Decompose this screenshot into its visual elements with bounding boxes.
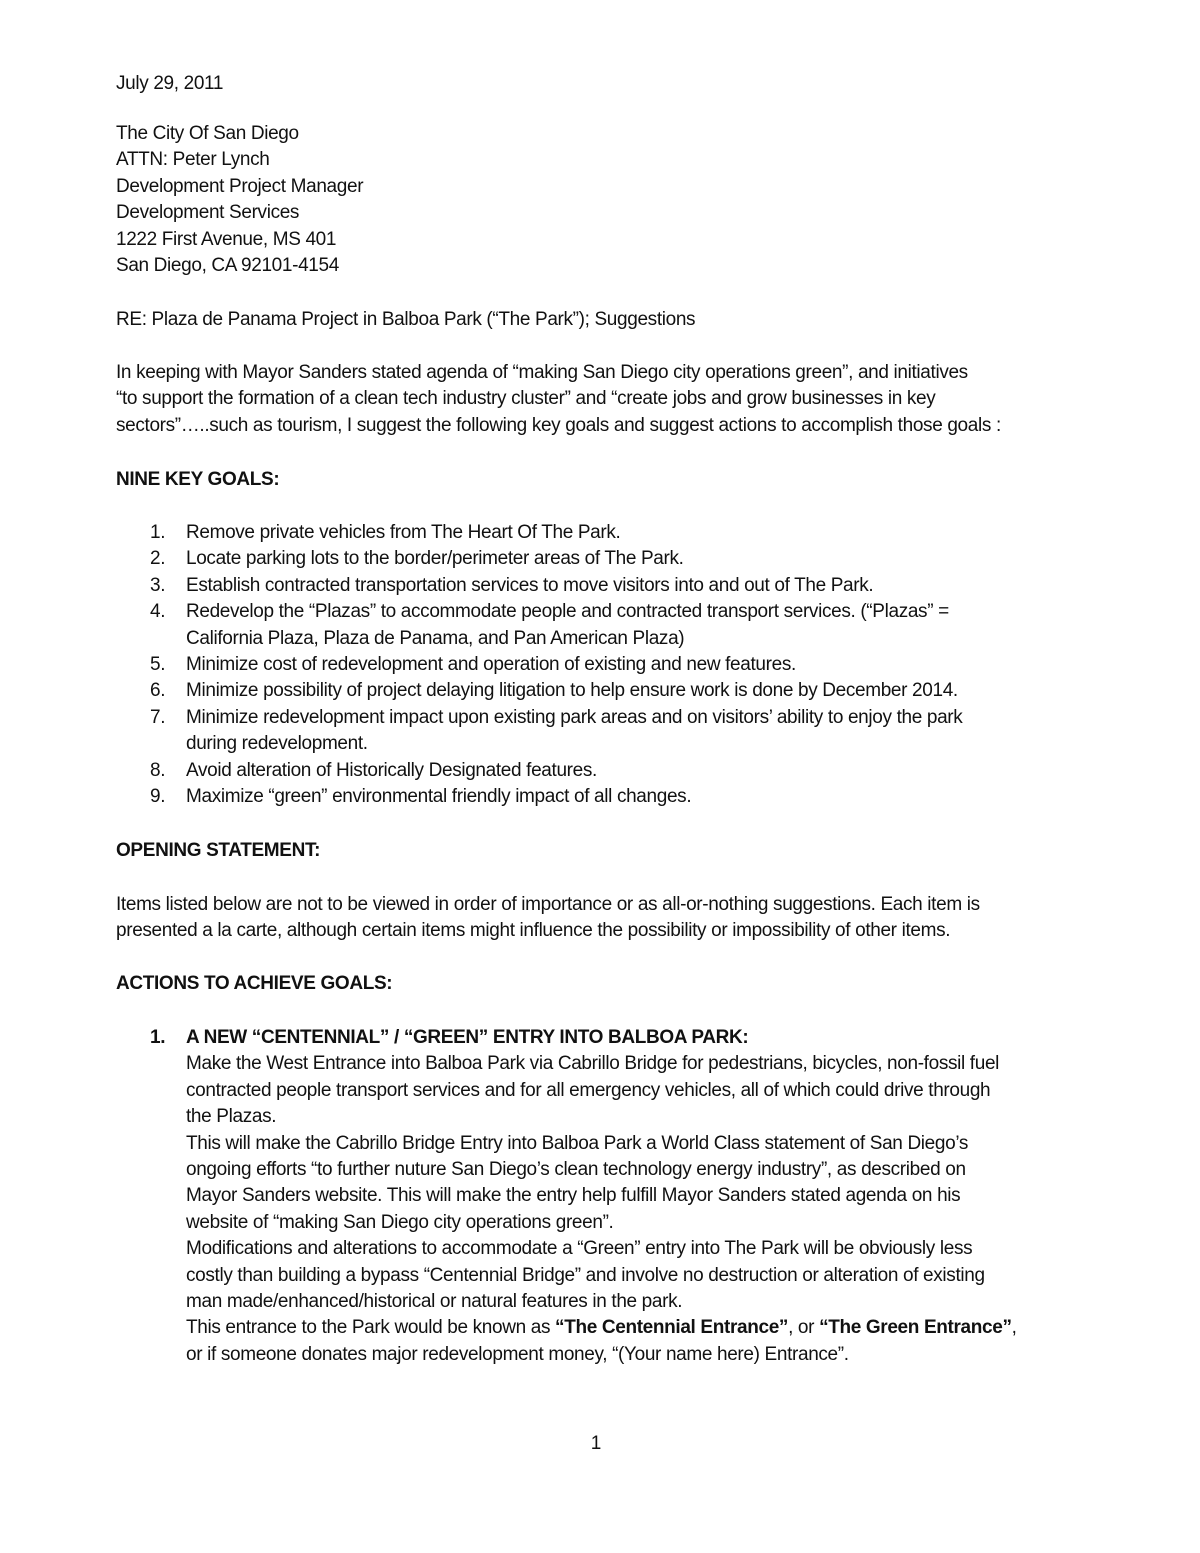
list-item: 9. Maximize “green” environmental friendly impact of all changes. <box>150 785 692 807</box>
list-item: 7. Minimize redevelopment impact upon existing park areas and on visitors’ ability to enjoy the park during redevelopment. <box>150 706 963 755</box>
list-item: 6. Minimize possibility of project delaying litigation to help ensure work is done by December 2014. <box>150 680 958 702</box>
intro-paragraph: In keeping with Mayor Sanders stated agenda of “making San Diego city operations green”, and initiatives “to support the formation of a clean tech industry cluster” and “create jobs and grow businesses in key sectors”…..such as tourism, I suggest the following key goals and suggest actions to accomplish those goals : <box>116 362 1001 436</box>
action-title: A NEW “CENTENNIAL” / “GREEN” ENTRY INTO BALBOA PARK: <box>186 1027 749 1048</box>
entrance-name-line: This entrance to the Park would be known as “The Centennial Entrance”, or “The Green Entrance”, <box>186 1317 1017 1339</box>
letter-date: July 29, 2011 <box>116 73 224 94</box>
goals-heading: NINE KEY GOALS: <box>116 469 280 490</box>
address-line: San Diego, CA 92101-4154 <box>116 254 339 276</box>
actions-list <box>150 1025 1080 1368</box>
green-entrance-name: “The Green Entrance” <box>819 1317 1012 1339</box>
address-line: The City Of San Diego <box>116 123 299 144</box>
address-line: 1222 First Avenue, MS 401 <box>116 228 337 250</box>
subject-line: RE: Plaza de Panama Project in Balboa Park (“The Park”); Suggestions <box>116 309 696 330</box>
goals-list <box>150 520 1080 810</box>
recipient-address <box>116 121 1076 279</box>
list-item: 3. Establish contracted transportation services to move visitors into and out of The Park. <box>150 574 874 596</box>
list-item: 1. A NEW “CENTENNIAL” / “GREEN” ENTRY INTO BALBOA PARK: Make the West Entrance into Balboa Park via Cabrillo Bridge for pedestrians, bicycles, non-fossil fuel contracted people transport services and for all emergency vehicles, all of which could drive through the Plazas. This will make the Cabrillo Bridge Entry into Balboa Park a World Class statement of San Diego’s ongoing efforts “to further nuture San Diego’s clean technology energy industry”, as described on Mayor Sanders website. This will make the entry help fulfill Mayor Sanders stated agenda on his website of “making San Diego city operations green”. Modifications and alterations to accommodate a “Green” entry into The Park will be obviously less costly than building a bypass “Centennial Bridge” and involve no destruction or alteration of existing man made/enhanced/historical or natural features in the park. This entrance to the Park would be known as “The Centennial Entrance”, or “The Green Entrance”, or if someone donates major redevelopment money, “(Your name here) Entrance”. <box>150 1025 1080 1368</box>
actions-heading: ACTIONS TO ACHIEVE GOALS: <box>116 973 393 994</box>
list-item: 5. Minimize cost of redevelopment and operation of existing and new features. <box>150 653 796 675</box>
list-item: 4. Redevelop the “Plazas” to accommodate people and contracted transport services. (“Plazas” = California Plaza, Plaza de Panama, and Pan American Plaza) <box>150 601 949 649</box>
address-line: ATTN: Peter Lynch <box>116 149 270 171</box>
opening-paragraph: Items listed below are not to be viewed in order of importance or as all-or-nothing suggestions. Each item is presented a la carte, although certain items might influence the possibility or impossibility of other items. <box>116 894 980 942</box>
centennial-entrance-name: “The Centennial Entrance” <box>555 1317 789 1339</box>
address-line: Development Project Manager <box>116 175 364 197</box>
list-item: 8. Avoid alteration of Historically Designated features. <box>150 759 597 781</box>
list-item: 1. Remove private vehicles from The Heart Of The Park. <box>150 522 621 543</box>
address-line: Development Services <box>116 202 300 224</box>
list-item: 2. Locate parking lots to the border/perimeter areas of The Park. <box>150 548 684 570</box>
opening-heading: OPENING STATEMENT: <box>116 840 321 861</box>
page-number: 1 <box>590 1433 602 1454</box>
